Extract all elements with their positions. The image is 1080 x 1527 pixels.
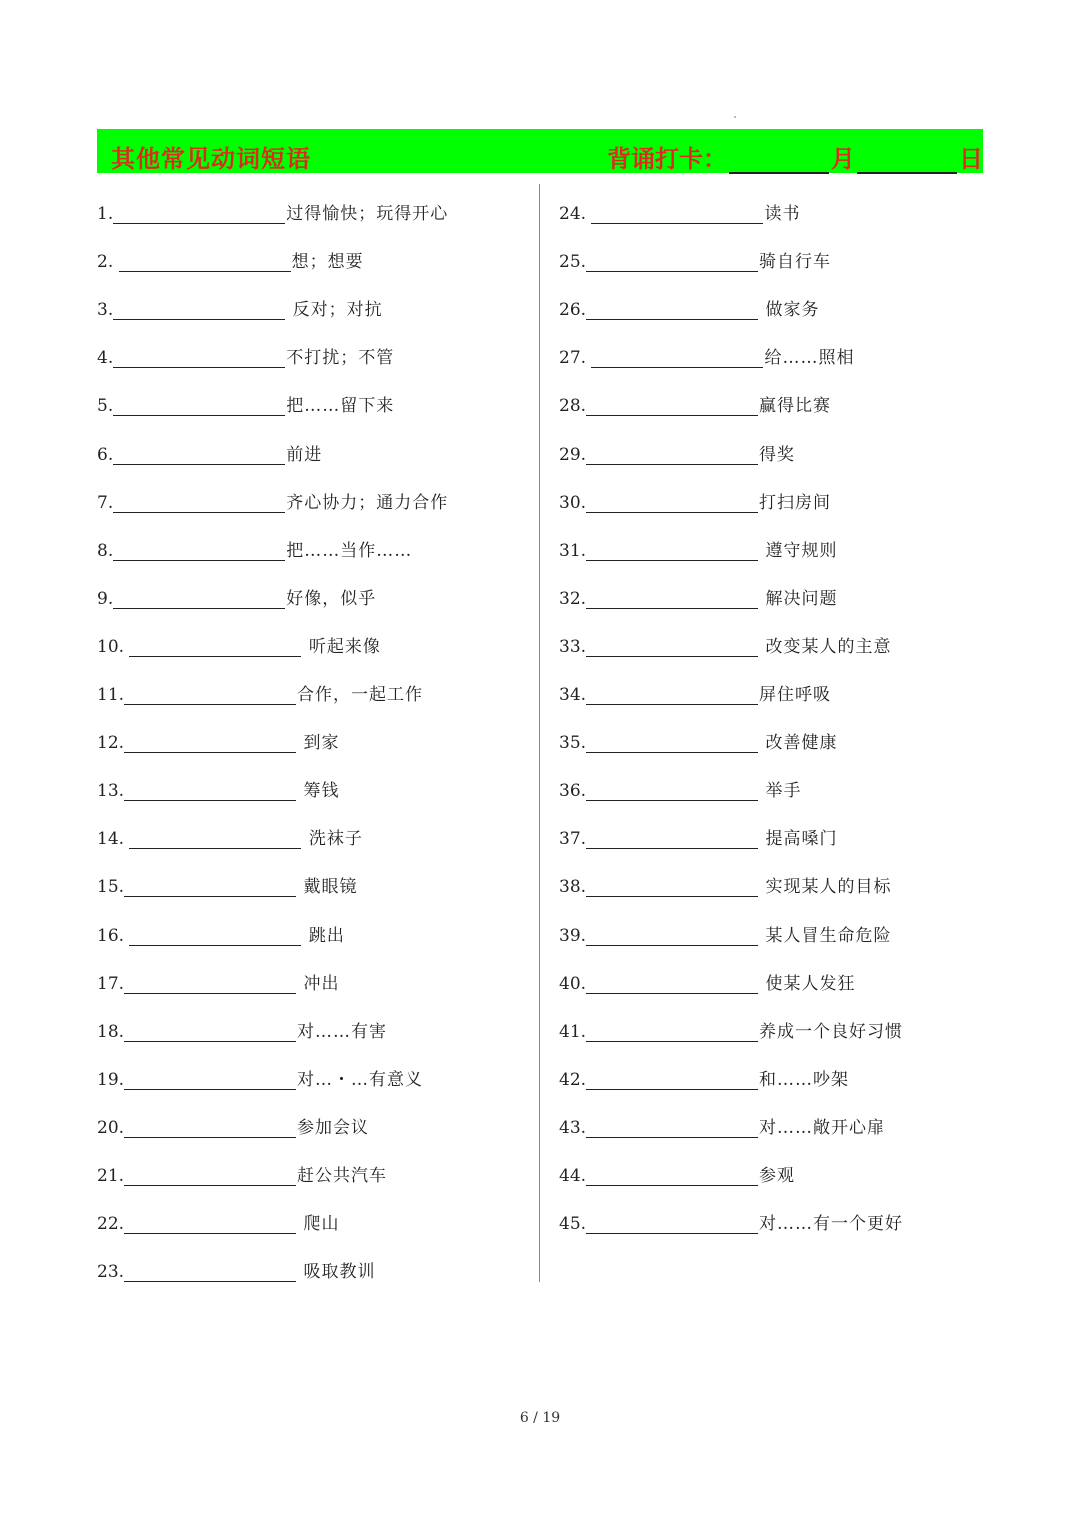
answer-blank[interactable] — [124, 1213, 296, 1234]
list-item — [97, 1254, 375, 1282]
item-meaning: 举手 — [759, 781, 802, 802]
item-meaning: 屏住呼吸 — [759, 685, 832, 705]
item-meaning: 把……当作…… — [286, 540, 413, 561]
checkin-label: 背诵打卡： — [607, 144, 727, 173]
list-item — [97, 340, 394, 368]
item-number: 36. — [559, 781, 587, 802]
answer-blank[interactable] — [124, 732, 296, 753]
decorative-dot — [734, 116, 736, 118]
item-meaning: 实现某人的目标 — [759, 877, 892, 898]
answer-blank[interactable] — [124, 1021, 296, 1042]
item-meaning: 对……有害 — [297, 1021, 388, 1042]
checkin-area — [607, 139, 983, 174]
answer-blank[interactable] — [586, 876, 758, 897]
item-meaning: 想；想要 — [291, 252, 364, 273]
answer-blank[interactable] — [113, 203, 285, 224]
item-number: 5. — [97, 396, 114, 417]
item-meaning: 爬山 — [297, 1214, 340, 1235]
item-meaning: 齐心协力；通力合作 — [286, 492, 449, 513]
list-item — [559, 966, 855, 994]
item-meaning: 得奖 — [759, 444, 796, 465]
answer-blank[interactable] — [129, 636, 301, 657]
list-item — [559, 821, 837, 849]
item-meaning: 筹钱 — [297, 781, 340, 802]
list-item — [97, 1206, 339, 1234]
item-number: 44. — [559, 1166, 587, 1186]
item-number: 10. — [97, 636, 130, 657]
answer-blank[interactable] — [124, 1261, 296, 1282]
list-item — [559, 773, 801, 801]
item-meaning: 养成一个良好习惯 — [759, 1021, 904, 1042]
item-number: 21. — [97, 1166, 125, 1186]
answer-blank[interactable] — [113, 588, 285, 609]
item-meaning: 对…・…有意义 — [297, 1069, 424, 1090]
item-number: 24. — [559, 204, 592, 224]
item-meaning: 提高嗓门 — [759, 829, 838, 850]
item-number: 26. — [559, 300, 587, 321]
answer-blank[interactable] — [129, 828, 301, 849]
list-item — [97, 629, 381, 657]
item-number: 8. — [97, 540, 114, 561]
list-item — [97, 966, 339, 994]
item-meaning: 改善健康 — [759, 733, 838, 754]
item-meaning: 打扫房间 — [759, 492, 832, 513]
answer-blank[interactable] — [124, 876, 296, 897]
answer-blank[interactable] — [586, 588, 758, 609]
item-number: 41. — [559, 1021, 587, 1042]
list-item — [97, 1110, 369, 1138]
list-item — [559, 869, 891, 897]
answer-blank[interactable] — [586, 1117, 758, 1138]
item-number: 28. — [559, 396, 587, 417]
answer-blank[interactable] — [113, 347, 285, 368]
answer-blank[interactable] — [124, 1117, 296, 1138]
item-number: 18. — [97, 1021, 125, 1042]
item-meaning: 吸取教训 — [297, 1262, 376, 1283]
item-number: 20. — [97, 1117, 125, 1138]
item-meaning: 反对；对抗 — [286, 300, 383, 321]
item-meaning: 解决问题 — [759, 588, 838, 609]
item-number: 33. — [559, 636, 587, 657]
item-number: 17. — [97, 973, 125, 994]
answer-blank[interactable] — [586, 540, 758, 561]
item-number: 15. — [97, 877, 125, 898]
item-number: 4. — [97, 348, 114, 369]
item-meaning: 戴眼镜 — [297, 877, 358, 898]
item-number: 40. — [559, 973, 587, 994]
answer-blank[interactable] — [124, 1069, 296, 1090]
item-number: 2. — [97, 252, 119, 273]
item-meaning: 给……照相 — [764, 348, 855, 369]
item-meaning: 过得愉快；玩得开心 — [286, 204, 449, 224]
answer-blank[interactable] — [586, 636, 758, 657]
answer-blank[interactable] — [113, 492, 285, 513]
list-item — [97, 821, 363, 849]
list-item — [559, 629, 891, 657]
item-meaning: 对……有一个更好 — [759, 1214, 904, 1235]
page-title: 其他常见动词短语 — [111, 144, 311, 173]
answer-blank[interactable] — [586, 251, 758, 272]
answer-blank[interactable] — [113, 299, 285, 320]
answer-blank[interactable] — [591, 347, 763, 368]
list-item — [559, 1206, 903, 1234]
list-item — [97, 677, 423, 705]
list-item — [559, 677, 831, 705]
item-meaning: 遵守规则 — [759, 540, 838, 561]
answer-blank[interactable] — [124, 780, 296, 801]
answer-blank[interactable] — [586, 732, 758, 753]
month-label: 月 — [831, 144, 855, 173]
list-item — [97, 773, 339, 801]
item-number: 3. — [97, 300, 114, 321]
list-item — [559, 1110, 885, 1138]
item-meaning: 洗袜子 — [302, 829, 363, 850]
item-number: 27. — [559, 348, 592, 369]
item-meaning: 某人冒生命危险 — [759, 925, 892, 946]
item-number: 29. — [559, 444, 587, 465]
item-number: 25. — [559, 252, 587, 273]
answer-blank[interactable] — [124, 973, 296, 994]
answer-blank[interactable] — [586, 444, 758, 465]
day-blank[interactable] — [857, 146, 957, 174]
item-meaning: 参加会议 — [297, 1117, 370, 1138]
list-item — [97, 725, 339, 753]
item-meaning: 参观 — [759, 1166, 796, 1186]
list-item — [559, 725, 837, 753]
list-item — [559, 918, 891, 946]
item-number: 23. — [97, 1262, 125, 1283]
column-divider — [539, 184, 540, 1282]
item-number: 1. — [97, 204, 114, 224]
item-meaning: 到家 — [297, 733, 340, 754]
list-item — [97, 1158, 387, 1186]
item-number: 37. — [559, 829, 587, 850]
item-meaning: 骑自行车 — [759, 252, 832, 273]
list-item — [97, 244, 364, 272]
item-number: 14. — [97, 829, 130, 850]
item-number: 9. — [97, 588, 114, 609]
answer-blank[interactable] — [113, 540, 285, 561]
item-number: 39. — [559, 925, 587, 946]
list-item — [97, 869, 357, 897]
list-item — [97, 918, 345, 946]
item-number: 30. — [559, 492, 587, 513]
item-meaning: 赶公共汽车 — [297, 1166, 388, 1186]
list-item — [97, 196, 448, 224]
item-number: 6. — [97, 444, 114, 465]
list-item — [97, 388, 394, 416]
item-meaning: 赢得比赛 — [759, 396, 832, 417]
item-meaning: 改变某人的主意 — [759, 636, 892, 657]
list-item — [559, 196, 800, 224]
answer-blank[interactable] — [586, 828, 758, 849]
day-label: 日 — [959, 144, 983, 173]
item-number: 45. — [559, 1214, 587, 1235]
item-number: 34. — [559, 685, 587, 705]
list-item — [559, 581, 837, 609]
answer-blank[interactable] — [113, 395, 285, 416]
list-item — [97, 533, 412, 561]
item-meaning: 听起来像 — [302, 636, 381, 657]
item-meaning: 使某人发狂 — [759, 973, 856, 994]
answer-blank[interactable] — [124, 1165, 296, 1186]
page-number: 6 / 19 — [519, 1410, 561, 1426]
item-meaning: 前进 — [286, 444, 323, 465]
list-item — [97, 1062, 423, 1090]
item-number: 38. — [559, 877, 587, 898]
answer-blank[interactable] — [586, 1069, 758, 1090]
answer-blank[interactable] — [586, 299, 758, 320]
list-item — [559, 533, 837, 561]
item-number: 11. — [97, 685, 125, 705]
item-meaning: 读书 — [764, 204, 801, 224]
answer-blank[interactable] — [586, 780, 758, 801]
item-number: 7. — [97, 492, 114, 513]
item-meaning: 跳出 — [302, 925, 345, 946]
item-meaning: 不打扰；不管 — [286, 348, 395, 369]
answer-blank[interactable] — [119, 251, 291, 272]
list-item — [559, 437, 795, 465]
item-meaning: 冲出 — [297, 973, 340, 994]
item-number: 43. — [559, 1117, 587, 1138]
answer-blank[interactable] — [586, 395, 758, 416]
answer-blank[interactable] — [586, 1165, 758, 1186]
item-number: 12. — [97, 733, 125, 754]
answer-blank[interactable] — [586, 492, 758, 513]
list-item — [559, 485, 831, 513]
item-number: 19. — [97, 1069, 125, 1090]
list-item — [559, 340, 854, 368]
answer-blank[interactable] — [591, 203, 763, 224]
list-item — [97, 1014, 387, 1042]
list-item — [97, 581, 376, 609]
list-item — [559, 244, 831, 272]
item-meaning: 把……留下来 — [286, 396, 395, 417]
item-meaning: 对……敞开心扉 — [759, 1117, 886, 1138]
answer-blank[interactable] — [586, 925, 758, 946]
item-number: 13. — [97, 781, 125, 802]
item-meaning: 和……吵架 — [759, 1069, 850, 1090]
item-number: 32. — [559, 588, 587, 609]
item-number: 31. — [559, 540, 587, 561]
answer-blank[interactable] — [586, 684, 758, 705]
answer-blank[interactable] — [586, 1021, 758, 1042]
month-blank[interactable] — [729, 146, 829, 174]
item-meaning: 合作，一起工作 — [297, 685, 424, 705]
item-number: 16. — [97, 925, 130, 946]
answer-blank[interactable] — [113, 444, 285, 465]
item-number: 42. — [559, 1069, 587, 1090]
list-item — [97, 437, 322, 465]
item-meaning: 做家务 — [759, 300, 820, 321]
item-number: 22. — [97, 1214, 125, 1235]
list-item — [559, 1062, 849, 1090]
list-item — [559, 388, 831, 416]
header-bar — [97, 129, 983, 173]
answer-blank[interactable] — [586, 973, 758, 994]
list-item — [559, 292, 819, 320]
item-number: 35. — [559, 733, 587, 754]
list-item — [559, 1014, 903, 1042]
item-meaning: 好像，似乎 — [286, 588, 377, 609]
answer-blank[interactable] — [129, 925, 301, 946]
list-item — [559, 1158, 795, 1186]
answer-blank[interactable] — [586, 1213, 758, 1234]
list-item — [97, 485, 448, 513]
list-item — [97, 292, 383, 320]
answer-blank[interactable] — [124, 684, 296, 705]
